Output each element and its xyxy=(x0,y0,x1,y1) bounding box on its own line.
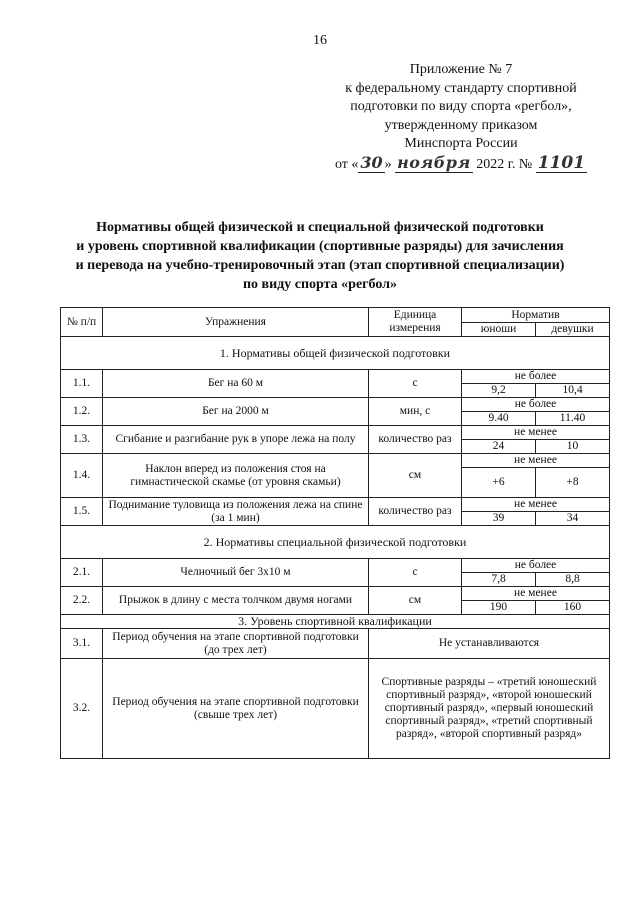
row-condition: не более xyxy=(462,559,610,573)
row-boys: 9,2 xyxy=(462,384,536,398)
row-girls: 10 xyxy=(536,440,610,454)
row-unit: количество раз xyxy=(369,498,462,526)
title-line: Нормативы общей физической и специальной физической подготовки xyxy=(96,220,544,235)
row-condition: не менее xyxy=(462,587,610,601)
row-exercise: Сгибание и разгибание рук в упоре лежа на полу xyxy=(103,426,369,454)
row-girls: 160 xyxy=(536,601,610,615)
date-prefix: от « xyxy=(334,156,359,172)
row-exercise: Челночный бег 3х10 м xyxy=(103,559,369,587)
row-exercise: Бег на 60 м xyxy=(103,370,369,398)
date-year: 2022 г. № xyxy=(476,156,533,172)
table-row xyxy=(61,559,610,573)
row-girls: 10,4 xyxy=(536,384,610,398)
header-num: № п/п xyxy=(61,308,103,337)
order-date-line xyxy=(311,154,611,175)
appendix-line: Минспорта России xyxy=(404,136,518,151)
handwritten-month: ноября xyxy=(397,152,471,172)
row-unit: см xyxy=(369,587,462,615)
title-line: и уровень спортивной квалификации (спортивные разряды) для зачисления xyxy=(76,239,564,254)
row-qualification: Спортивные разряды – «третий юношеский спортивный разряд», «второй юношеский спортивный разряд», «первый юношеский спортивный разряд», «третий спортивный разряд», «второй спортивный разряд» xyxy=(369,659,610,759)
row-unit: см xyxy=(369,454,462,498)
handwritten-order-number: 1101 xyxy=(537,152,586,173)
handwritten-day: 30 xyxy=(360,152,383,172)
row-boys: 7,8 xyxy=(462,573,536,587)
section-row xyxy=(61,526,610,559)
section-row xyxy=(61,337,610,370)
row-girls: 11.40 xyxy=(536,412,610,426)
appendix-line: утвержденному приказом xyxy=(384,117,538,133)
row-num: 3.2. xyxy=(61,659,103,759)
row-boys: +6 xyxy=(462,468,536,498)
row-girls: 34 xyxy=(536,512,610,526)
appendix-line: подготовки по виду спорта «регбол», xyxy=(350,99,572,114)
row-condition: не менее xyxy=(462,426,610,440)
row-num: 3.1. xyxy=(61,629,103,659)
row-girls: 8,8 xyxy=(536,573,610,587)
table-row xyxy=(61,629,610,659)
row-condition: не более xyxy=(462,370,610,384)
row-num: 1.4. xyxy=(61,454,103,498)
section-title: 3. Уровень спортивной квалификации xyxy=(61,615,610,629)
header-norm: Норматив xyxy=(462,308,610,323)
row-boys: 39 xyxy=(462,512,536,526)
table-row xyxy=(61,426,610,440)
header-boys: юноши xyxy=(462,323,536,337)
row-num: 2.2. xyxy=(61,587,103,615)
table-row xyxy=(61,498,610,512)
row-period: Период обучения на этапе спортивной подготовки (до трех лет) xyxy=(103,629,369,659)
row-condition: не менее xyxy=(462,454,610,468)
row-boys: 24 xyxy=(462,440,536,454)
row-condition: не более xyxy=(462,398,610,412)
row-unit: с xyxy=(369,370,462,398)
table-row xyxy=(61,370,610,384)
header-exercise: Упражнения xyxy=(103,308,369,337)
row-unit: количество раз xyxy=(369,426,462,454)
row-boys: 9.40 xyxy=(462,412,536,426)
title-line: и перевода на учебно-тренировочный этап (этап спортивной специализации) xyxy=(75,258,565,273)
section-title: 1. Нормативы общей физической подготовки xyxy=(61,337,610,370)
row-exercise: Бег на 2000 м xyxy=(103,398,369,426)
row-exercise: Прыжок в длину с места толчком двумя ногами xyxy=(103,587,369,615)
row-girls: +8 xyxy=(536,468,610,498)
title-line: по виду спорта «регбол» xyxy=(242,277,398,292)
row-exercise: Поднимание туловища из положения лежа на спине (за 1 мин) xyxy=(103,498,369,526)
row-qualification: Не устанавливаются xyxy=(369,629,610,659)
table-row xyxy=(61,454,610,468)
row-num: 1.1. xyxy=(61,370,103,398)
appendix-block xyxy=(311,61,611,174)
date-mid: » xyxy=(384,156,392,172)
header-unit: Единица измерения xyxy=(369,308,462,337)
section-title: 2. Нормативы специальной физической подготовки xyxy=(61,526,610,559)
section-row xyxy=(61,615,610,629)
row-exercise: Наклон вперед из положения стоя на гимнастической скамье (от уровня скамьи) xyxy=(103,454,369,498)
row-num: 2.1. xyxy=(61,559,103,587)
row-boys: 190 xyxy=(462,601,536,615)
row-unit: мин, с xyxy=(369,398,462,426)
page-number: 16 xyxy=(313,33,327,48)
table-header-row xyxy=(61,308,610,323)
row-num: 1.3. xyxy=(61,426,103,454)
row-unit: с xyxy=(369,559,462,587)
appendix-title: Приложение № 7 xyxy=(409,62,513,77)
row-num: 1.2. xyxy=(61,398,103,426)
row-condition: не менее xyxy=(462,498,610,512)
table-row xyxy=(61,587,610,601)
appendix-line: к федеральному стандарту спортивной xyxy=(345,80,577,96)
document-title xyxy=(30,218,610,294)
table-row xyxy=(61,398,610,412)
table-row xyxy=(61,659,610,759)
header-girls: девушки xyxy=(536,323,610,337)
norms-table xyxy=(60,307,610,759)
row-period: Период обучения на этапе спортивной подготовки (свыше трех лет) xyxy=(103,659,369,759)
row-num: 1.5. xyxy=(61,498,103,526)
